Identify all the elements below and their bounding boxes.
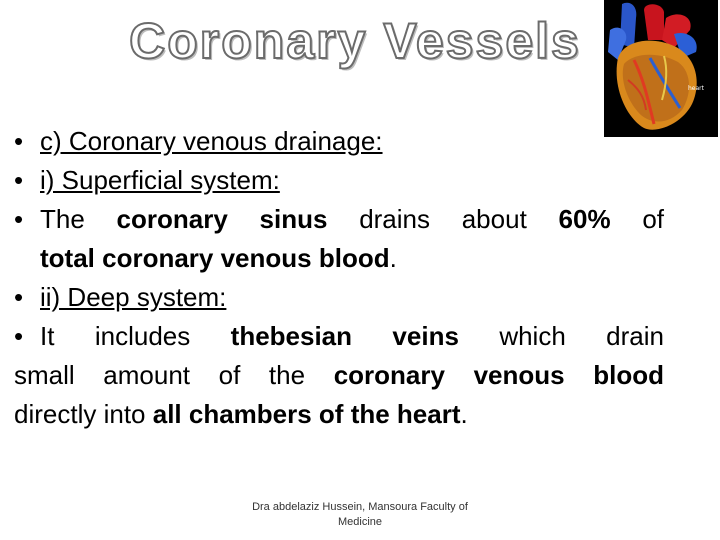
text-fragment: The bbox=[40, 204, 85, 234]
bullet-item bbox=[14, 200, 664, 239]
bullet-icon: • bbox=[14, 282, 24, 312]
text-fragment-bold: thebesian veins bbox=[230, 321, 459, 351]
text-line bbox=[14, 395, 664, 434]
text-fragment-bold: all chambers of the heart bbox=[152, 399, 461, 429]
text-fragment: which drain bbox=[499, 321, 664, 351]
heart-image-label: heart bbox=[688, 85, 704, 92]
heading-superficial-system: i) Superficial system: bbox=[40, 165, 280, 195]
bullet-icon: • bbox=[14, 165, 24, 195]
bullet-continuation bbox=[14, 239, 664, 278]
text-fragment-bold: 60% bbox=[558, 204, 611, 234]
text-fragment: . bbox=[460, 399, 468, 429]
text-fragment-bold: total coronary venous blood bbox=[40, 243, 390, 273]
bullet-icon: • bbox=[14, 204, 24, 234]
text-fragment: of bbox=[642, 204, 664, 234]
bullet-item bbox=[14, 278, 664, 317]
bullet-item bbox=[14, 122, 664, 161]
text-fragment: directly into bbox=[14, 399, 146, 429]
heading-venous-drainage: c) Coronary venous drainage: bbox=[40, 126, 383, 156]
text-fragment-bold: coronary venous blood bbox=[333, 360, 664, 390]
text-fragment: It includes bbox=[40, 321, 191, 351]
text-fragment-bold: coronary sinus bbox=[116, 204, 328, 234]
text-fragment: . bbox=[389, 243, 397, 273]
heading-deep-system: ii) Deep system: bbox=[40, 282, 227, 312]
slide-footer: Dra abdelaziz Hussein, Mansoura Faculty of Medicine bbox=[252, 501, 468, 528]
text-line bbox=[14, 356, 664, 395]
bullet-item bbox=[14, 161, 664, 200]
bullet-icon: • bbox=[14, 126, 24, 156]
bullet-icon: • bbox=[14, 321, 24, 351]
bullet-item bbox=[14, 317, 664, 356]
slide-body bbox=[14, 122, 664, 434]
slide-title: Coronary Vessels bbox=[129, 13, 581, 69]
heart-image bbox=[604, 0, 718, 137]
text-fragment: drains about bbox=[359, 204, 527, 234]
text-fragment: small amount of the bbox=[14, 360, 306, 390]
